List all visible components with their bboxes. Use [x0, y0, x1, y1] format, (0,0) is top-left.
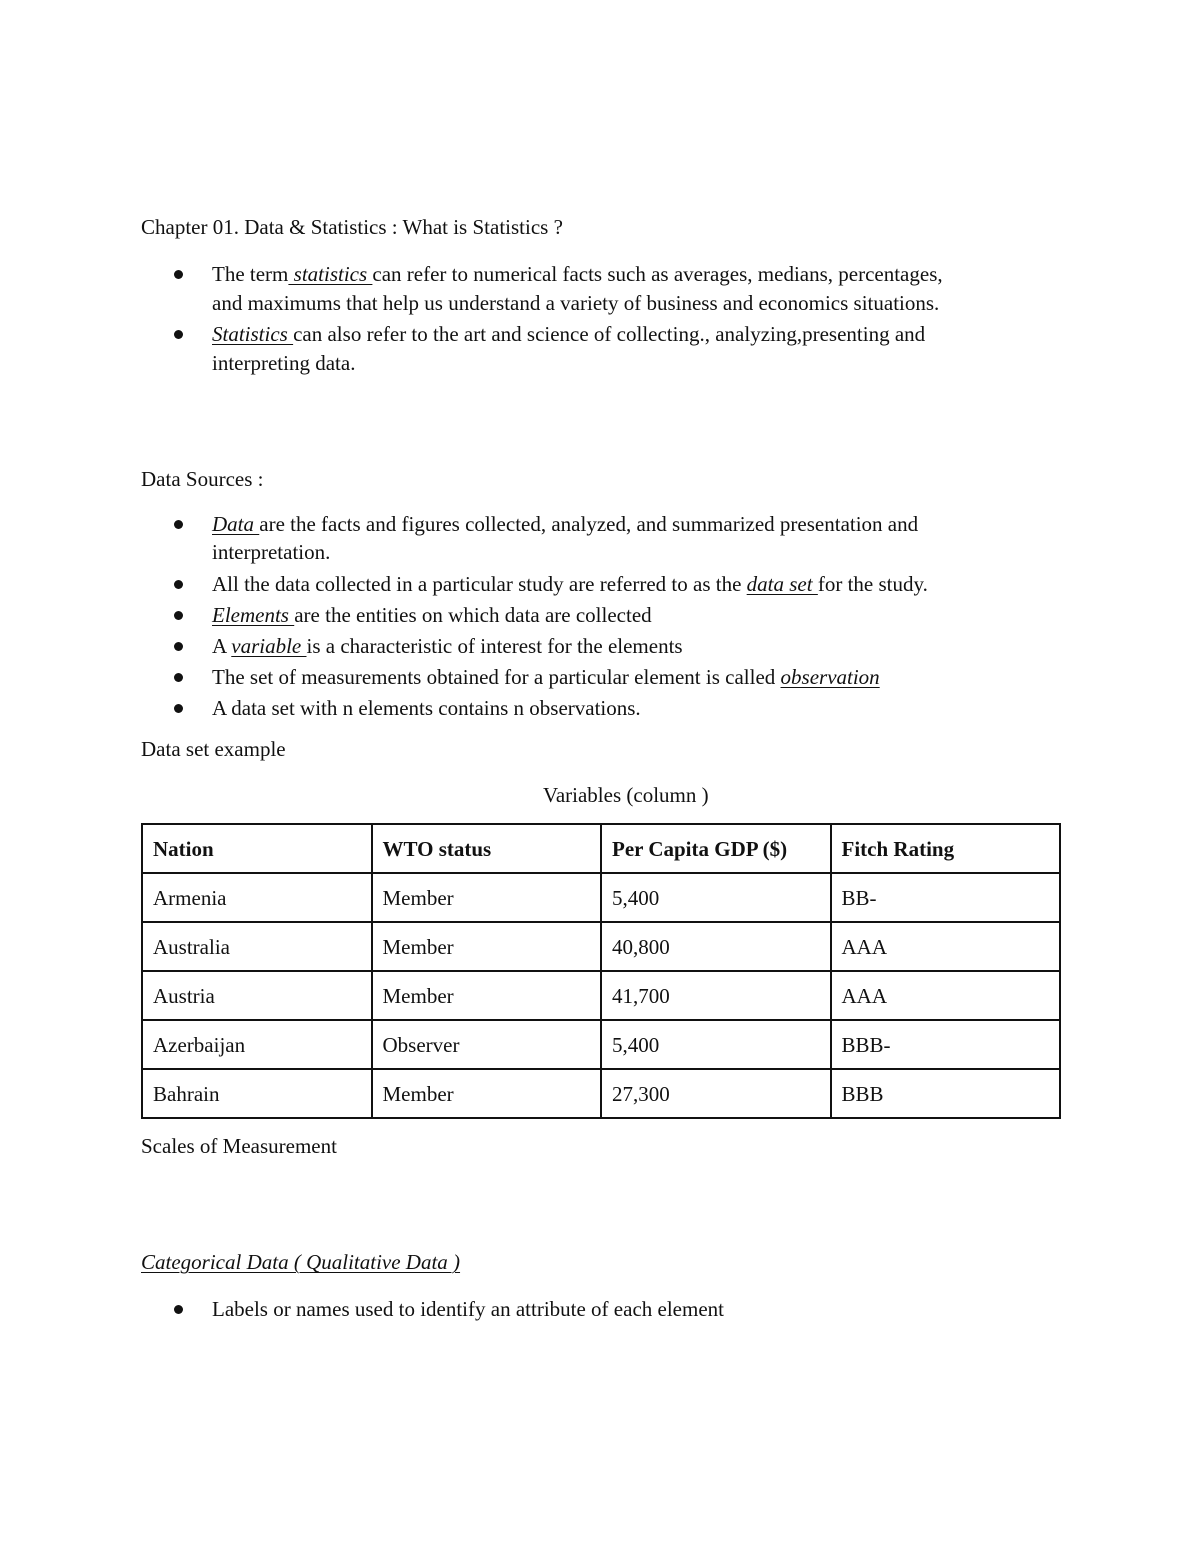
table-header-row — [142, 824, 1060, 873]
table-cell: 40,800 — [601, 922, 831, 971]
bullet-text: A — [212, 634, 232, 658]
term-statistics: statistics — [288, 262, 373, 286]
list-item-continuation: and maximums that help us understand a variety of business and economics situations. — [212, 291, 940, 315]
bullet-text: are the facts and figures collected, analyzed, and summarized presentation and — [259, 512, 919, 536]
list-item — [212, 571, 928, 597]
list-item — [212, 664, 880, 690]
table-cell: BB- — [831, 873, 1061, 922]
list-item — [212, 602, 652, 628]
table-cell: Azerbaijan — [142, 1020, 372, 1069]
table-cell: Armenia — [142, 873, 372, 922]
bullet-icon — [174, 520, 183, 529]
table-row — [142, 971, 1060, 1020]
table-cell: 5,400 — [601, 873, 831, 922]
table-row — [142, 922, 1060, 971]
list-item — [212, 261, 943, 287]
list-item: A data set with n elements contains n observations. — [212, 696, 641, 720]
term-statistics: Statistics — [212, 322, 294, 346]
table-caption: Variables (column ) — [543, 783, 709, 807]
table-row — [142, 873, 1060, 922]
section-heading-data-sources: Data Sources : — [141, 467, 264, 491]
table-cell: Austria — [142, 971, 372, 1020]
table-cell: AAA — [831, 922, 1061, 971]
section-heading-scales: Scales of Measurement — [141, 1134, 337, 1158]
example-label: Data set example — [141, 737, 286, 761]
bullet-icon — [174, 330, 183, 339]
table-cell: Bahrain — [142, 1069, 372, 1118]
table-cell: 41,700 — [601, 971, 831, 1020]
table-cell: 5,400 — [601, 1020, 831, 1069]
list-item-continuation: interpretation. — [212, 540, 331, 564]
chapter-title: Chapter 01. Data & Statistics : What is Statistics ? — [141, 215, 563, 239]
list-item: Labels or names used to identify an attribute of each element — [212, 1297, 724, 1321]
list-item — [212, 511, 918, 537]
table-row — [142, 1020, 1060, 1069]
column-header: Nation — [142, 824, 372, 873]
term-observation: observation — [780, 665, 880, 689]
section-heading-categorical: Categorical Data ( Qualitative Data ) — [141, 1250, 461, 1274]
table-cell: BBB — [831, 1069, 1061, 1118]
column-header: Per Capita GDP ($) — [601, 824, 831, 873]
list-item-continuation: interpreting data. — [212, 351, 356, 375]
table-cell: Australia — [142, 922, 372, 971]
table-row — [142, 1069, 1060, 1118]
bullet-icon — [174, 270, 183, 279]
bullet-text: for the study. — [817, 572, 928, 596]
bullet-text: can refer to numerical facts such as averages, medians, percentages, — [372, 262, 943, 286]
list-item — [212, 321, 925, 347]
bullet-text: can also refer to the art and science of collecting., analyzing,presenting and — [293, 322, 926, 346]
bullet-icon — [174, 673, 183, 682]
bullet-text: are the entities on which data are collected — [294, 603, 652, 627]
table-cell: 27,300 — [601, 1069, 831, 1118]
term-variable: variable — [231, 634, 307, 658]
term-data-set: data set — [746, 572, 818, 596]
table-cell: Member — [372, 1069, 602, 1118]
column-header: WTO status — [372, 824, 602, 873]
bullet-icon — [174, 611, 183, 620]
table-cell: Member — [372, 971, 602, 1020]
table-cell: AAA — [831, 971, 1061, 1020]
bullet-icon — [174, 580, 183, 589]
term-data: Data — [212, 512, 260, 536]
table-cell: Member — [372, 922, 602, 971]
column-header: Fitch Rating — [831, 824, 1061, 873]
bullet-text: The term — [212, 262, 289, 286]
bullet-icon — [174, 1305, 183, 1314]
term-elements: Elements — [212, 603, 295, 627]
table-cell: BBB- — [831, 1020, 1061, 1069]
bullet-icon — [174, 642, 183, 651]
table-cell: Member — [372, 873, 602, 922]
bullet-text: All the data collected in a particular study are referred to as the — [212, 572, 747, 596]
list-item — [212, 633, 683, 659]
bullet-text: The set of measurements obtained for a particular element is called — [212, 665, 781, 689]
bullet-icon — [174, 704, 183, 713]
bullet-text: is a characteristic of interest for the elements — [306, 634, 683, 658]
table-cell: Observer — [372, 1020, 602, 1069]
data-set-table — [141, 823, 1061, 1119]
